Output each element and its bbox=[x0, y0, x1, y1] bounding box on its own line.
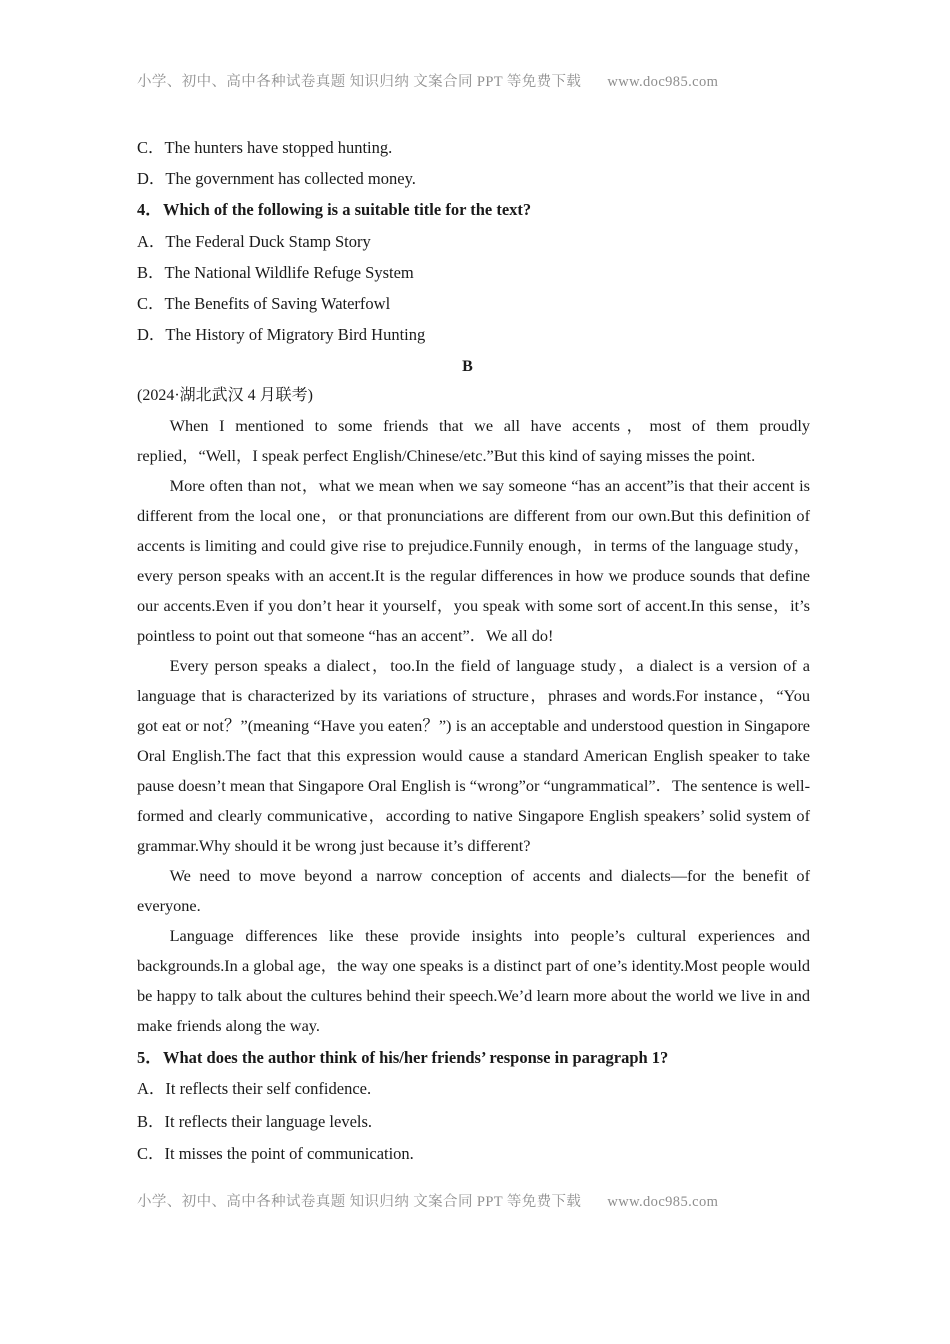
question-number: 4． bbox=[137, 200, 162, 219]
question-text: What does the author think of his/her friends’ response in paragraph 1? bbox=[163, 1047, 669, 1067]
option-item bbox=[137, 231, 810, 251]
option-item bbox=[137, 1111, 810, 1131]
option-text: It reflects their self confidence. bbox=[165, 1079, 372, 1098]
question-number: 5． bbox=[137, 1047, 162, 1067]
option-label: A． bbox=[137, 1079, 166, 1098]
option-text: The History of Migratory Bird Hunting bbox=[165, 324, 426, 344]
option-label: C． bbox=[137, 1144, 165, 1163]
watermark-text: 小学、初中、高中各种试卷真题 知识归纳 文案合同 PPT 等免费下载 bbox=[137, 1194, 582, 1210]
question-4-stem bbox=[137, 202, 810, 219]
option-label: C． bbox=[137, 138, 165, 157]
passage-paragraph: When I mentioned to some friends that we all have accents，most of them proudly replied，“Well，I speak perfect English/Chinese/etc.”But this kind of saying misses the point. bbox=[137, 415, 810, 465]
option-item bbox=[137, 1081, 810, 1098]
option-label: B． bbox=[137, 262, 165, 282]
option-item bbox=[137, 262, 810, 282]
option-label: B． bbox=[137, 1111, 165, 1131]
passage-paragraph: More often than not，what we mean when we say someone “has an accent”is that their accent is different from the local one，or that pronunciations are different from our own.But this definition of accents is limiting and could give rise to prejudice.Funnily enough，in terms of the language study，every person speaks with an accent.It is the regular differences in how we produce sounds that define our accents.Even if you don’t hear it yourself，you speak with some sort of accent.In this sense，it’s pointless to point out that someone “has an accent”．We all do! bbox=[137, 475, 810, 645]
watermark-url: www.doc985.com bbox=[607, 1194, 719, 1210]
option-item bbox=[137, 171, 810, 188]
option-item bbox=[137, 1146, 810, 1163]
question-5-stem bbox=[137, 1047, 810, 1067]
option-text: The Federal Duck Stamp Story bbox=[165, 231, 371, 251]
option-item bbox=[137, 140, 810, 157]
passage-section-letter: B bbox=[462, 357, 473, 375]
page-header-watermark bbox=[137, 70, 810, 91]
passage-paragraph: Language differences like these provide insights into people’s cultural experiences and backgrounds.In a global age，the way one speaks is a distinct part of one’s identity.Most people would be happy to talk about the cultures behind their speech.We’d learn more about the world we live in and make friends along the way. bbox=[137, 925, 810, 1035]
option-label: D． bbox=[137, 169, 166, 188]
option-text: The Benefits of Saving Waterfowl bbox=[164, 293, 391, 313]
option-text: The government has collected money. bbox=[165, 169, 416, 188]
option-item bbox=[137, 324, 810, 344]
question-text: Which of the following is a suitable title for the text? bbox=[163, 200, 532, 219]
option-text: It misses the point of communication. bbox=[164, 1144, 414, 1163]
option-item bbox=[137, 293, 810, 313]
option-label: C． bbox=[137, 293, 165, 313]
passage-source: (2024·湖北武汉 4 月联考) bbox=[137, 386, 313, 404]
document-body bbox=[137, 140, 810, 1179]
option-text: The hunters have stopped hunting. bbox=[164, 138, 393, 157]
watermark-text: 小学、初中、高中各种试卷真题 知识归纳 文案合同 PPT 等免费下载 bbox=[137, 74, 582, 90]
page-footer-watermark bbox=[137, 1190, 810, 1211]
option-label: D． bbox=[137, 324, 166, 344]
passage-paragraph: Every person speaks a dialect，too.In the field of language study，a dialect is a version of a language that is characterized by its variations of structure，phrases and words.For instance，“You got eat or not？”(meaning “Have you eaten？”) is an acceptable and understood question in Singapore Oral English.The fact that this expression would cause a standard American English speaker to take pause doesn’t mean that Singapore Oral English is “wrong”or “ungrammatical”．The sentence is well-formed and clearly communicative，according to native Singapore English speakers’ solid system of grammar.Why should it be wrong just because it’s different? bbox=[137, 655, 810, 855]
passage-paragraph: We need to move beyond a narrow conception of accents and dialects—for the benefit of everyone. bbox=[137, 865, 810, 915]
option-text: It reflects their language levels. bbox=[164, 1111, 373, 1131]
option-label: A． bbox=[137, 231, 166, 251]
watermark-url: www.doc985.com bbox=[607, 74, 719, 90]
option-text: The National Wildlife Refuge System bbox=[164, 262, 414, 282]
